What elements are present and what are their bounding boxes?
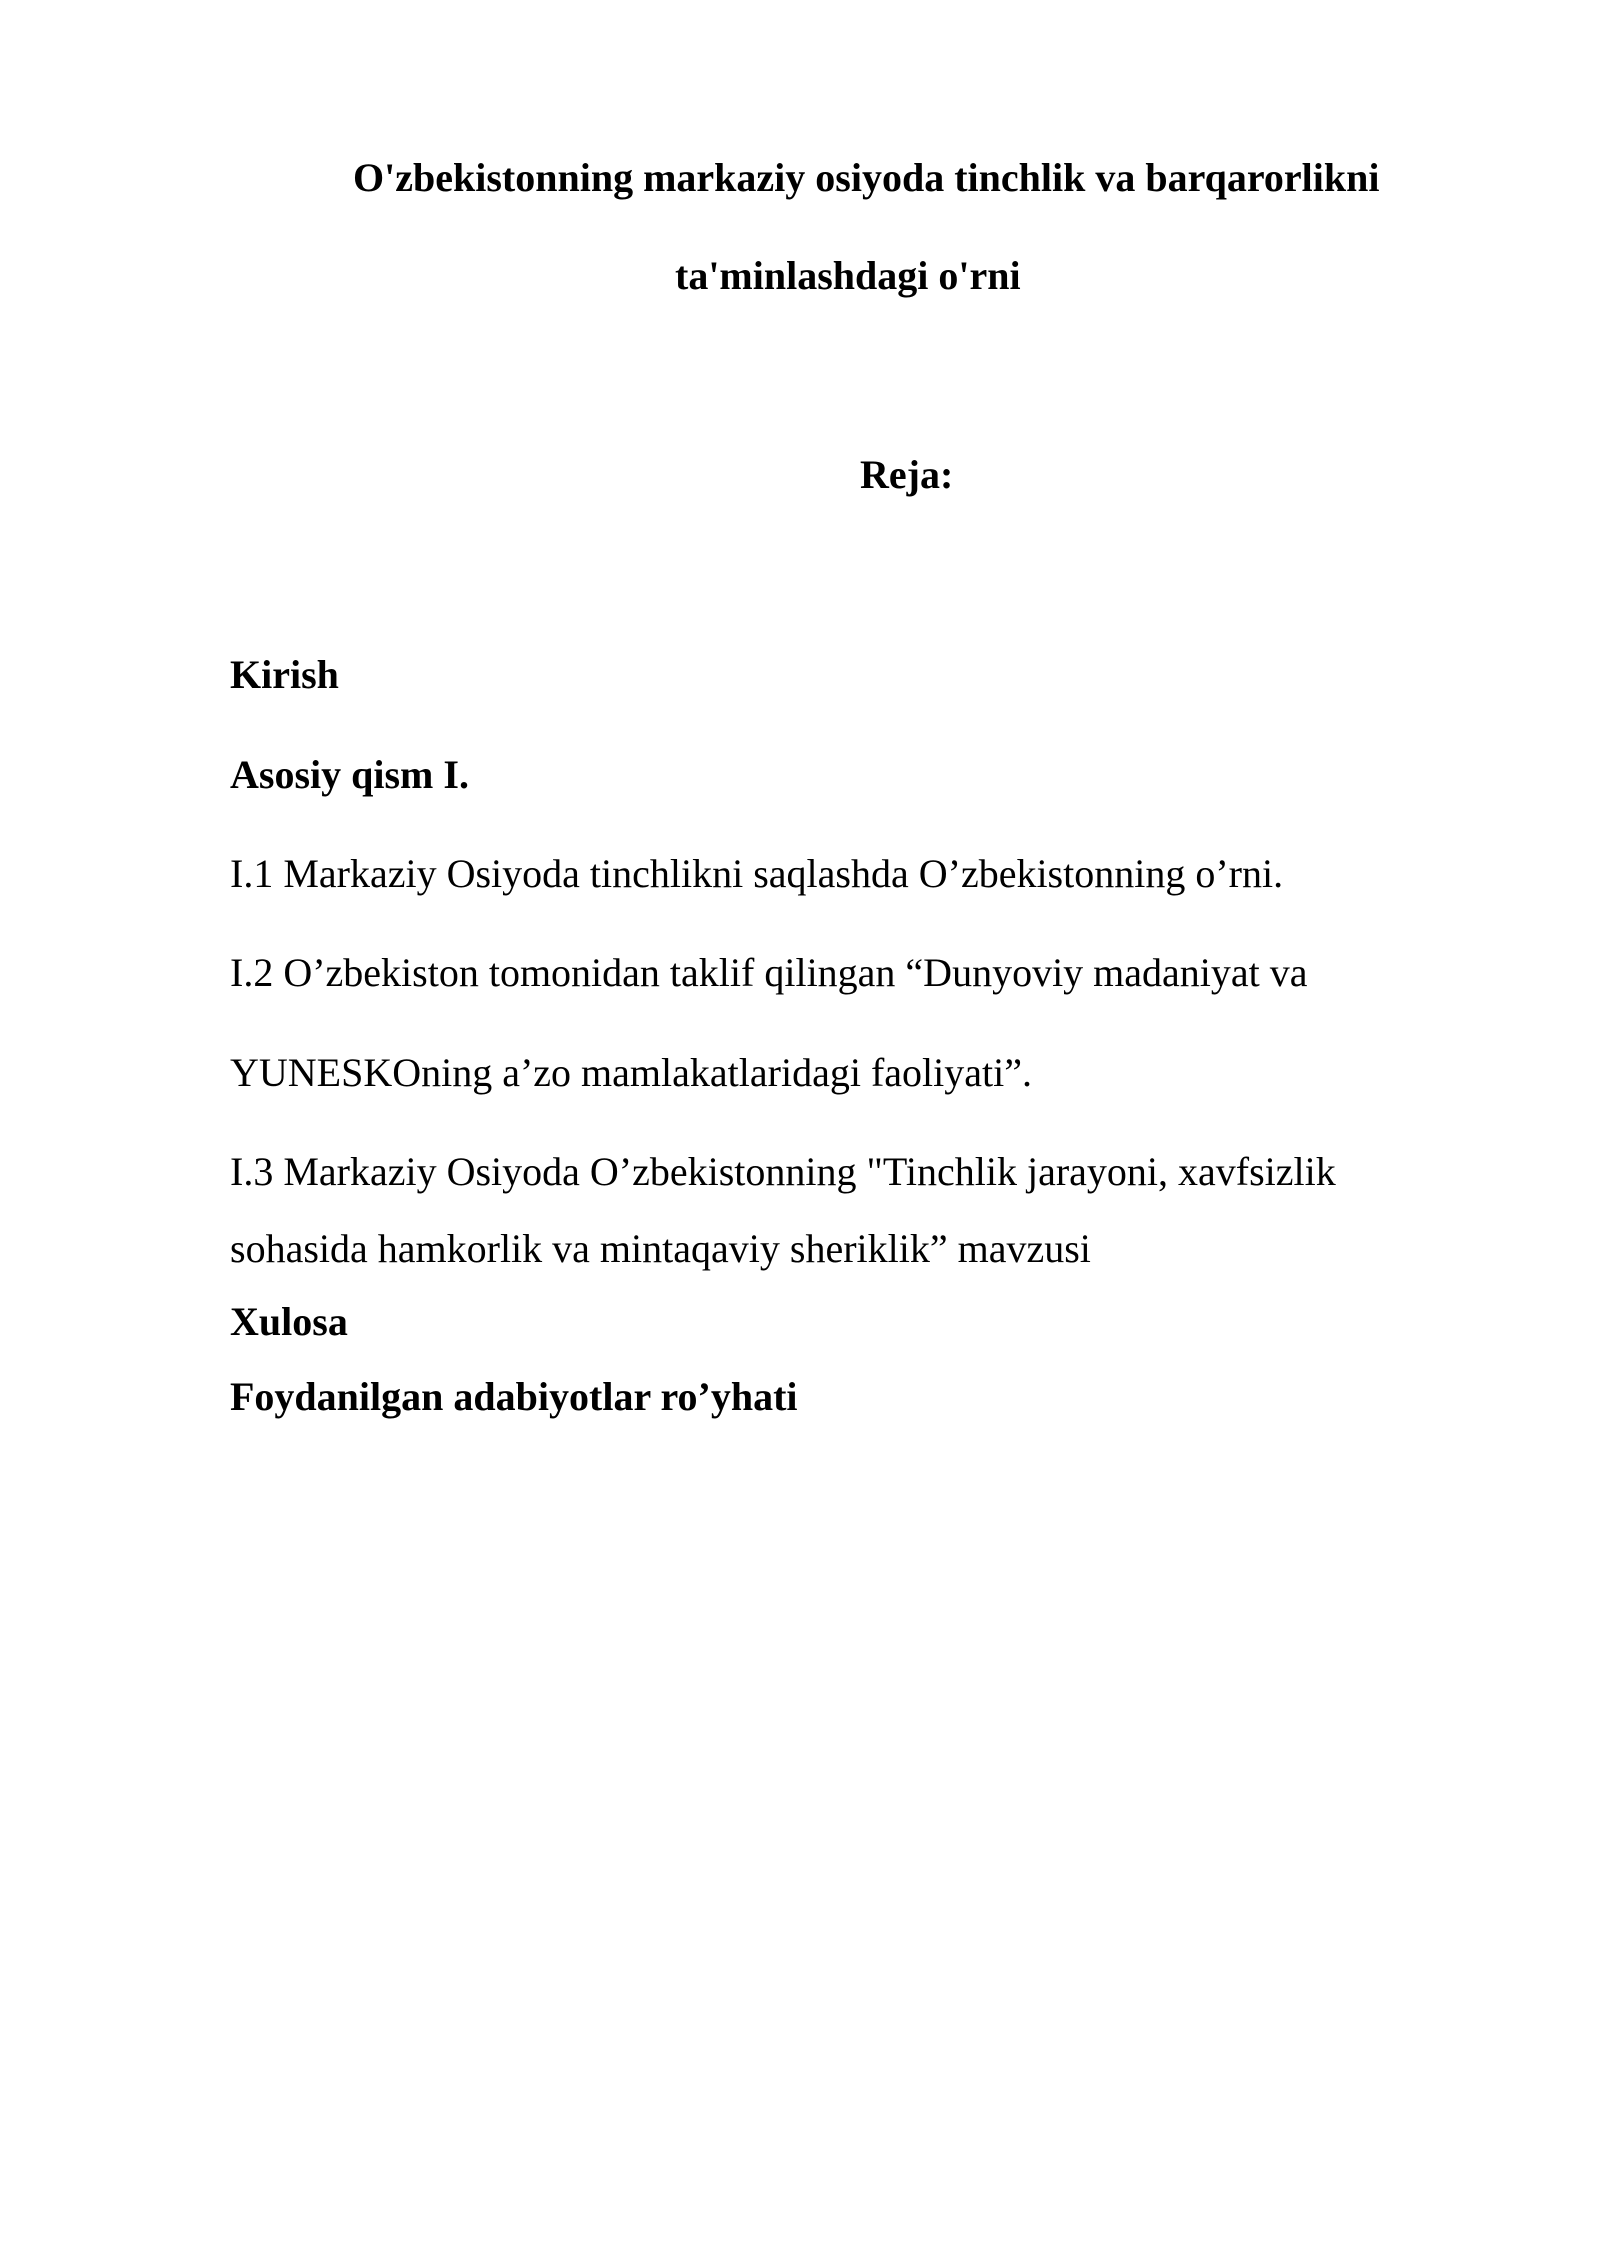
plan-item-2-line-1: I.2 O’zbekiston tomonidan taklif qilingan “Dunyoviy madaniyat va (230, 950, 1308, 995)
plan-item-3-line-1: I.3 Markaziy Osiyoda O’zbekistonning "Tinchlik jarayoni, xavfsizlik (230, 1149, 1336, 1194)
plan-item-conclusion: Xulosa (230, 1299, 348, 1344)
document-title-line-2: ta'minlashdagi o'rni (675, 253, 1021, 298)
plan-item-references: Foydanilgan adabiyotlar ro’yhati (230, 1374, 798, 1419)
plan-item-2-line-2: YUNESKOning a’zo mamlakatlaridagi faoliyati”. (230, 1050, 1032, 1095)
plan-item-intro: Kirish (230, 652, 339, 697)
plan-heading: Reja: (860, 452, 954, 497)
plan-item-3-line-2: sohasida hamkorlik va mintaqaviy sheriklik” mavzusi (230, 1226, 1091, 1271)
plan-item-main-part: Asosiy qism I. (230, 752, 469, 797)
document-title-line-1: O'zbekistonning markaziy osiyoda tinchlik va barqarorlikni (353, 155, 1380, 200)
plan-item-1: I.1 Markaziy Osiyoda tinchlikni saqlashda O’zbekistonning o’rni. (230, 851, 1284, 896)
